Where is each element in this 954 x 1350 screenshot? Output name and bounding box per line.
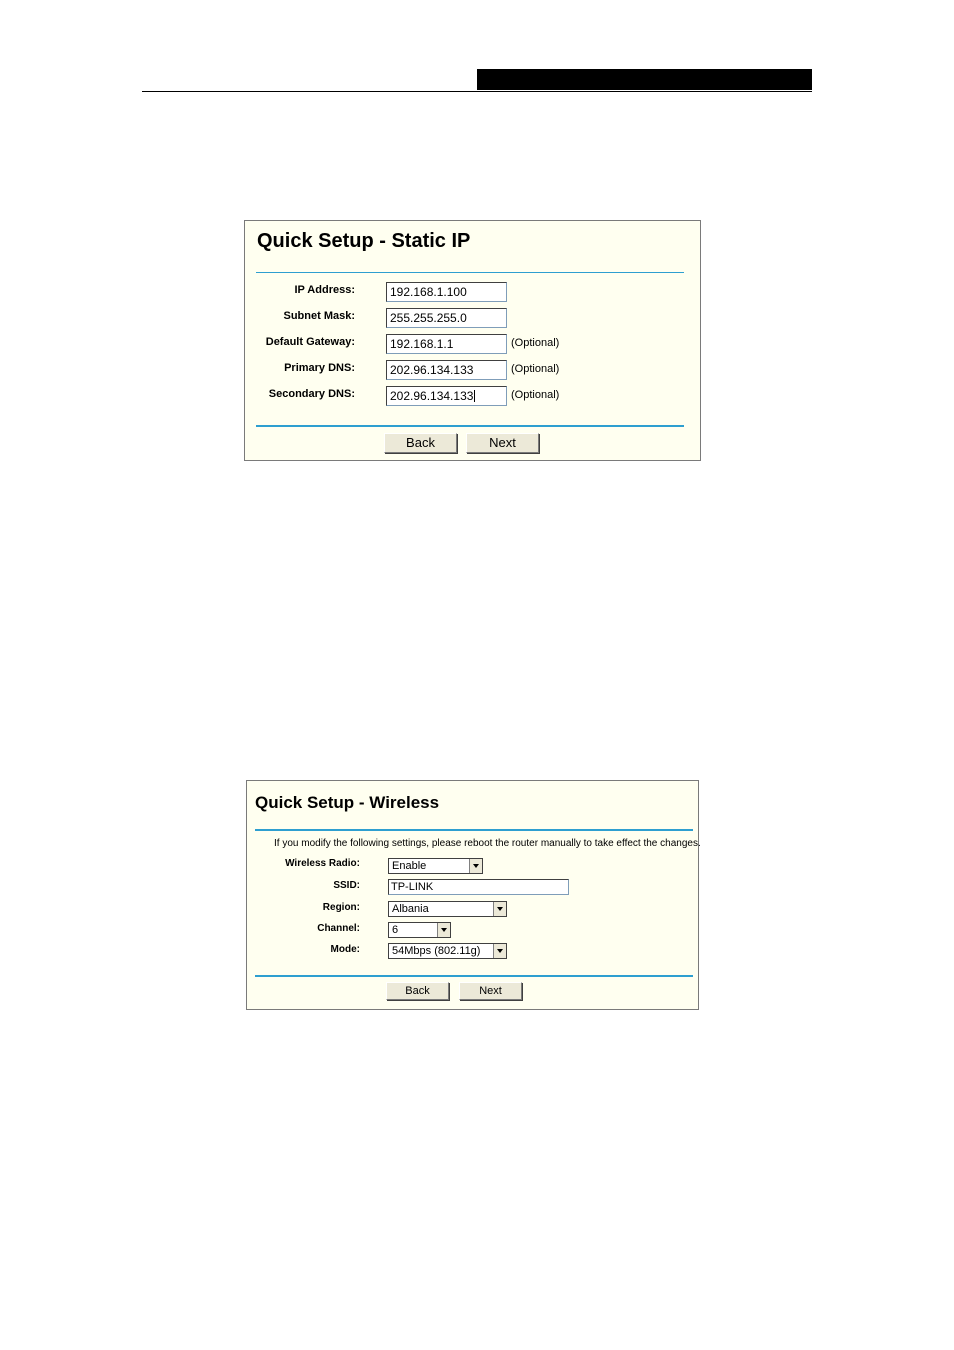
chevron-down-icon[interactable]	[493, 902, 506, 916]
static-ip-title: Quick Setup - Static IP	[257, 230, 471, 252]
region-select[interactable]	[388, 901, 507, 917]
static-ip-top-rule	[256, 272, 684, 273]
wireless-radio-label: Wireless Radio:	[285, 858, 360, 869]
wireless-panel	[246, 780, 699, 1010]
wireless-top-rule	[255, 829, 693, 831]
next-button[interactable]: Next	[459, 982, 522, 1000]
default-gateway-input[interactable]: 192.168.1.1	[386, 334, 507, 354]
page-header-rule	[142, 91, 812, 92]
mode-label: Mode:	[330, 944, 360, 955]
next-button[interactable]: Next	[466, 433, 539, 453]
chevron-down-icon[interactable]	[493, 944, 506, 958]
mode-select[interactable]	[388, 943, 507, 959]
page-header-bar	[477, 69, 812, 90]
text-cursor	[474, 390, 475, 402]
back-button[interactable]: Back	[384, 433, 457, 453]
region-value: Albania	[392, 903, 429, 915]
default-gateway-label: Default Gateway:	[265, 336, 355, 348]
wireless-bottom-rule	[255, 975, 693, 977]
region-label: Region:	[322, 902, 360, 913]
static-ip-bottom-rule	[256, 425, 684, 427]
subnet-mask-label: Subnet Mask:	[283, 310, 355, 322]
secondary-dns-optional: (Optional)	[511, 389, 560, 401]
primary-dns-label: Primary DNS:	[284, 362, 355, 374]
ssid-label: SSID:	[333, 880, 360, 891]
channel-label: Channel:	[317, 923, 360, 934]
ip-address-input[interactable]: 192.168.1.100	[386, 282, 507, 302]
secondary-dns-input[interactable]: 202.96.134.133	[386, 386, 507, 406]
chevron-down-icon[interactable]	[437, 923, 450, 937]
back-button[interactable]: Back	[386, 982, 449, 1000]
wireless-title: Quick Setup - Wireless	[255, 793, 440, 812]
wireless-radio-value: Enable	[392, 860, 427, 872]
channel-select[interactable]	[388, 922, 451, 938]
chevron-down-icon[interactable]	[469, 859, 482, 873]
ssid-input[interactable]: TP-LINK	[388, 879, 569, 895]
primary-dns-optional: (Optional)	[511, 363, 560, 375]
static-ip-panel	[244, 220, 701, 461]
channel-value: 6	[392, 924, 399, 936]
ip-address-label: IP Address:	[294, 284, 355, 296]
default-gateway-optional: (Optional)	[511, 337, 560, 349]
mode-value: 54Mbps (802.11g)	[392, 945, 481, 957]
reboot-notice: If you modify the following settings, please reboot the router manually to take effect the changes.	[274, 838, 701, 849]
primary-dns-input[interactable]: 202.96.134.133	[386, 360, 507, 380]
secondary-dns-label: Secondary DNS:	[268, 388, 355, 400]
subnet-mask-input[interactable]: 255.255.255.0	[386, 308, 507, 328]
wireless-radio-select[interactable]	[388, 858, 483, 874]
